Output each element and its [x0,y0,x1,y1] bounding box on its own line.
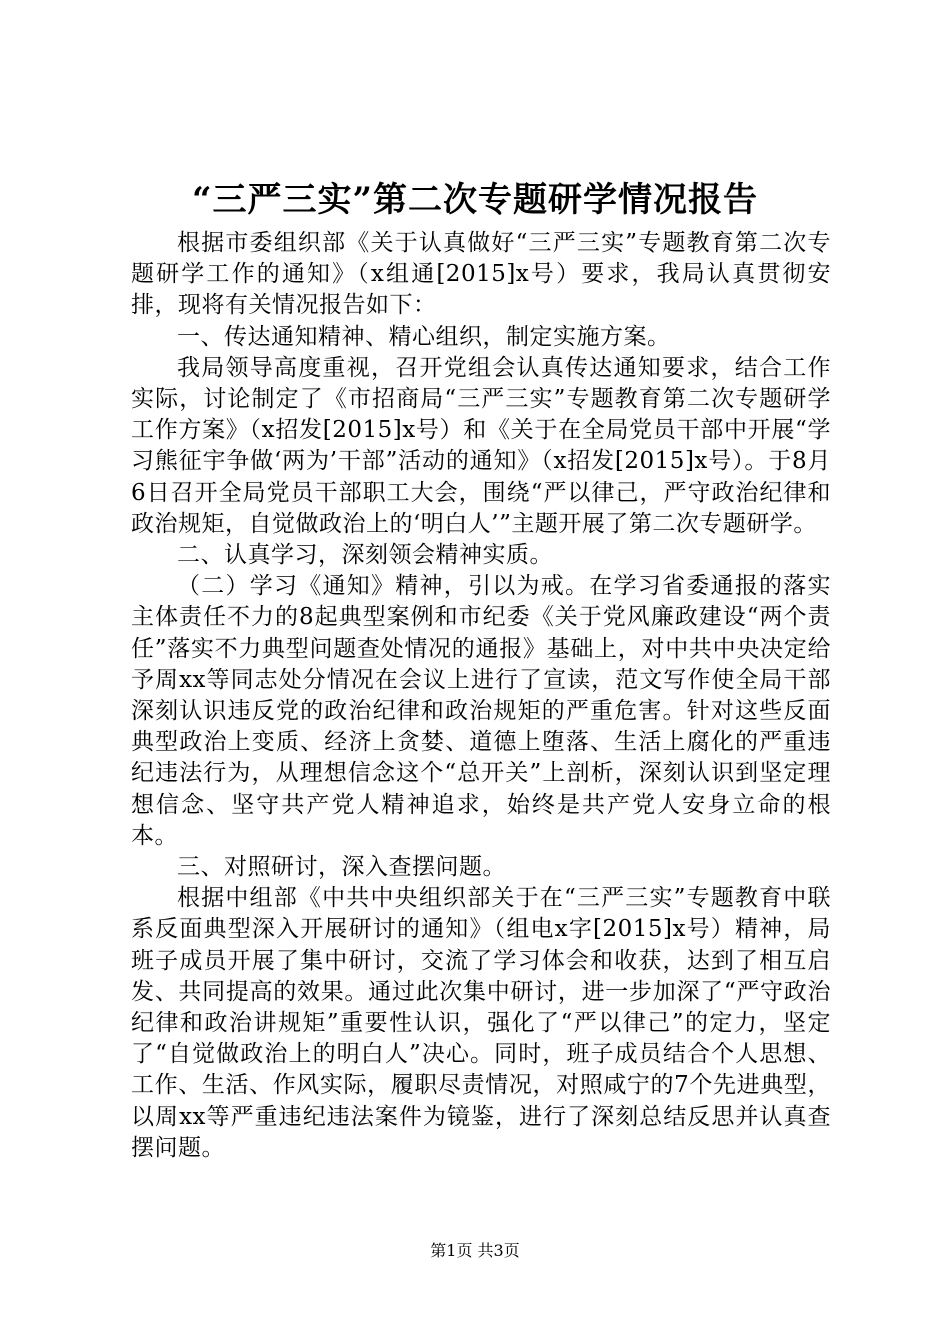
section-heading-3: 三、对照研讨，深入查摆问题。 [177,854,506,881]
page-footer: 第1页 共3页 [430,1241,520,1260]
document-body [131,228,831,1164]
paragraph-section-1: 我局领导高度重视，召开党组会认真传达通知要求，结合工作实际，讨论制定了《市招商局“三严三实”专题教育第二次专题研学工作方案》（x招发[2015]x号）和《关于在全局党员干部中开展“学习熊征宇争做‘两为’干部”活动的通知》（x招发[2015]x号）。于8月6日召开全局党员干部职工大会，围绕“严以律己，严守政治纪律和政治规矩，自觉做政治上的‘明白人’”主题开展了第二次专题研学。 [131,354,831,537]
paragraph-intro: 根据市委组织部《关于认真做好“三严三实”专题教育第二次专题研学工作的通知》（x组通[2015]x号）要求，我局认真贯彻安排，现将有关情况报告如下： [131,230,831,319]
section-heading-2: 二、认真学习，深刻领会精神实质。 [177,542,553,569]
document-title: “三严三实”第二次专题研学情况报告 [191,180,759,220]
paragraph-section-3: 根据中组部《中共中央组织部关于在“三严三实”专题教育中联系反面典型深入开展研讨的通知》（组电x字[2015]x号）精神，局班子成员开展了集中研讨，交流了学习体会和收获，达到了相互启发、共同提高的效果。通过此次集中研讨，进一步加深了“严守政治纪律和政治讲规矩”重要性认识，强化了“严以律己”的定力，坚定了“自觉做政治上的明白人”决心。同时，班子成员结合个人思想、工作、生活、作风实际，履职尽责情况，对照咸宁的7个先进典型，以周xx等严重违纪违法案件为镜鉴，进行了深刻总结反思并认真查摆问题。 [131,885,831,1161]
paragraph-section-2: （二）学习《通知》精神，引以为戒。在学习省委通报的落实主体责任不力的8起典型案例和市纪委《关于党风廉政建设“两个责任”落实不力典型问题查处情况的通报》基础上，对中共中央决定给予周xx等同志处分情况在会议上进行了宣读，范文写作使全局干部深刻认识违反党的政治纪律和政治规矩的严重危害。针对这些反面典型政治上变质、经济上贪婪、道德上堕落、生活上腐化的严重违纪违法行为，从理想信念这个“总开关”上剖析，深刻认识到坚定理想信念、坚守共产党人精神追求，始终是共产党人安身立命的根本。 [131,573,831,849]
section-heading-1: 一、传达通知精神、精心组织，制定实施方案。 [177,323,671,350]
